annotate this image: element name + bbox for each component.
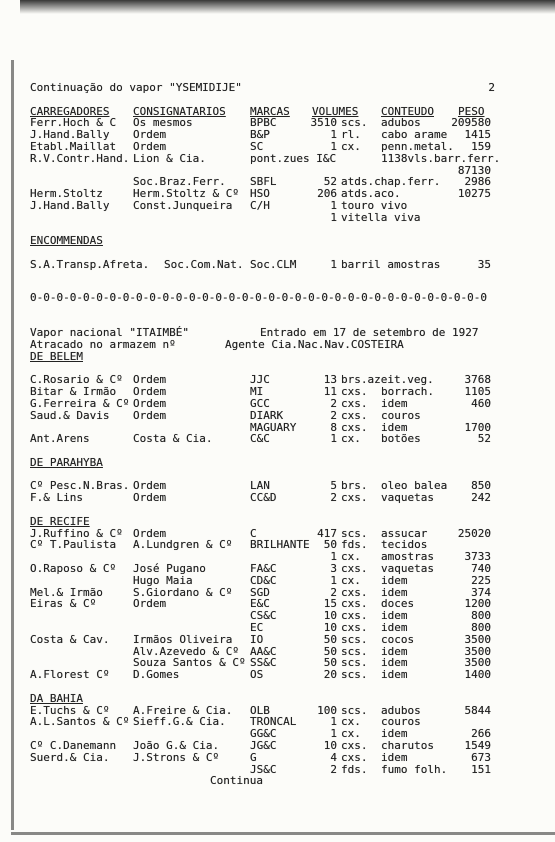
cell-contents: adubos bbox=[381, 703, 421, 717]
cell-marks: pont.zues I&C bbox=[250, 151, 337, 165]
separator bbox=[0, 292, 555, 304]
cell-contents: penn.metal. bbox=[381, 139, 454, 153]
cell-contents: adubos bbox=[381, 116, 421, 130]
cell-consignee: Soc.Braz.Ferr. bbox=[133, 175, 226, 189]
cell-marks: SC bbox=[250, 139, 264, 153]
cell-qty: 100 bbox=[317, 703, 337, 717]
cell-consignee: Ordem bbox=[133, 479, 167, 493]
cell-unit: cxs. bbox=[341, 739, 368, 753]
cell-unit: fds. bbox=[341, 762, 368, 776]
cell-qty: 3510 bbox=[310, 116, 337, 130]
cell-contents: idem bbox=[381, 727, 408, 741]
cell-shipper: Costa & Cav. bbox=[30, 632, 110, 646]
cell-marks: SS&C bbox=[250, 656, 277, 670]
cell-consignee: Herm.Stoltz & Cº bbox=[133, 187, 239, 201]
scan-edge-top bbox=[20, 0, 555, 14]
cell-contents: cocos bbox=[381, 632, 415, 646]
cell-qty: 50 bbox=[323, 656, 337, 670]
cell-consignee: Alv.Azevedo & Cº bbox=[133, 644, 239, 658]
cell-qty: 417 bbox=[317, 526, 337, 540]
cell-unit: cx. bbox=[341, 727, 361, 741]
cell-consignee: Irmãos Oliveira bbox=[133, 632, 233, 646]
cell-qty: 206 bbox=[317, 187, 337, 201]
cell-marks: Soc.CLM bbox=[250, 257, 297, 271]
cell-qty: 11 bbox=[323, 385, 337, 399]
manifest-row bbox=[0, 752, 555, 764]
vessel2-berth-line bbox=[0, 339, 555, 351]
cell-marks: SGD bbox=[250, 585, 270, 599]
cell-contents: cabo arame bbox=[381, 128, 448, 142]
cell-qty: 3 bbox=[330, 562, 337, 576]
cell-consignee: Ordem bbox=[133, 139, 167, 153]
cell-marks: G bbox=[250, 750, 257, 764]
cell-weight: 209580 bbox=[451, 116, 491, 130]
cell-marks: E&C bbox=[250, 597, 270, 611]
cell-weight: 374 bbox=[471, 585, 491, 599]
cell-marks: EC bbox=[250, 621, 264, 635]
vessel-arrival: Entrado em 17 de setembro de 1927 bbox=[260, 326, 479, 340]
cell-contents: borrach. bbox=[381, 385, 434, 399]
cell-unit: cx. bbox=[341, 550, 361, 564]
cell-shipper: Herm.Stoltz bbox=[30, 187, 103, 201]
manifest-row bbox=[0, 764, 555, 776]
header-carregadores: CARREGADORES bbox=[30, 104, 110, 118]
cell-qty: 2 bbox=[330, 396, 337, 410]
section-heading: DE RECIFE bbox=[30, 514, 90, 528]
cell-marks: MI bbox=[250, 385, 264, 399]
cell-qty: 2 bbox=[330, 491, 337, 505]
section-heading: DA BAHIA bbox=[30, 691, 83, 705]
cell-weight: 1200 bbox=[464, 597, 491, 611]
cell-consignee: Ordem bbox=[133, 597, 167, 611]
cell-contents: idem bbox=[381, 750, 408, 764]
cell-consignee: Ordem bbox=[133, 128, 167, 142]
cell-consignee: D.Gomes bbox=[133, 668, 180, 682]
belem-table bbox=[0, 374, 555, 445]
cell-marks: LAN bbox=[250, 479, 270, 493]
cell-marks: HSO bbox=[250, 187, 270, 201]
manifest-row bbox=[0, 634, 555, 646]
header-conteudo: CONTEUDO bbox=[381, 104, 434, 118]
cell-weight: 850 bbox=[471, 479, 491, 493]
cell-weight: 3500 bbox=[464, 656, 491, 670]
cell-qty: 50 bbox=[323, 644, 337, 658]
cell-unit: cxs. bbox=[341, 585, 368, 599]
section-heading: ENCOMMENDAS bbox=[30, 234, 103, 248]
cell-contents: idem bbox=[381, 573, 408, 587]
cell-unit: cxs. bbox=[341, 491, 368, 505]
cell-consignee: José Pugano bbox=[133, 562, 206, 576]
cell-shipper: A.L.Santos & Cº bbox=[30, 715, 130, 729]
cell-unit: scs. bbox=[341, 703, 368, 717]
cell-qty: 50 bbox=[323, 632, 337, 646]
cell-marks: JG&C bbox=[250, 739, 277, 753]
cell-weight: 151 bbox=[471, 762, 491, 776]
cell-marks: CS&C bbox=[250, 609, 277, 623]
footer-line bbox=[0, 775, 555, 787]
cell-marks: B&P bbox=[250, 128, 270, 142]
cell-contents: doces bbox=[381, 597, 415, 611]
cell-shipper: E.Tuchs & Cº bbox=[30, 703, 110, 717]
section-heading: DE BELEM bbox=[30, 349, 83, 363]
cell-shipper: F.& Lins bbox=[30, 491, 83, 505]
cell-weight: 3500 bbox=[464, 632, 491, 646]
cell-weight: 1400 bbox=[464, 668, 491, 682]
cell-qty: 1 bbox=[330, 715, 337, 729]
cell-contents: couros bbox=[381, 408, 421, 422]
cell-unit: fds. bbox=[341, 538, 368, 552]
cell-contents: vaquetas bbox=[381, 562, 434, 576]
cell-qty: 1 bbox=[330, 550, 337, 564]
cell-shipper: Eiras & Cº bbox=[30, 597, 97, 611]
page-title: Continuação do vapor "YSEMIDIJE" bbox=[30, 81, 242, 94]
cell-unit: atds.aco. bbox=[341, 187, 401, 201]
cell-shipper: S.A.Transp.Afreta. bbox=[30, 257, 150, 271]
cell-marks: GG&C bbox=[250, 727, 277, 741]
section-bahia bbox=[0, 693, 555, 705]
cell-unit: cxs. bbox=[341, 396, 368, 410]
cell-consignee: Os mesmos bbox=[133, 116, 193, 130]
cell-marks: MAGUARY bbox=[250, 420, 297, 434]
header-peso: PESO bbox=[458, 104, 485, 118]
cell-marks: AA&C bbox=[250, 644, 277, 658]
cell-qty: 13 bbox=[323, 373, 337, 387]
cell-weight: 25020 bbox=[457, 526, 491, 540]
cell-qty: 10 bbox=[323, 621, 337, 635]
cell-qty: 2 bbox=[330, 585, 337, 599]
cell-marks: C&C bbox=[250, 432, 270, 446]
cell-contents: tecidos bbox=[381, 538, 428, 552]
cell-consignee: A.Lundgren & Cº bbox=[133, 538, 233, 552]
cell-shipper: R.V.Contr.Hand. bbox=[30, 151, 130, 165]
cell-contents: vaquetas bbox=[381, 491, 434, 505]
cell-contents: idem bbox=[381, 668, 408, 682]
cell-contents: couros bbox=[381, 715, 421, 729]
cell-consignee: Ordem bbox=[133, 408, 167, 422]
cell-shipper: J.Ruffino & Cº bbox=[30, 526, 123, 540]
cell-weight: 52 bbox=[477, 432, 491, 446]
cell-weight: 266 bbox=[471, 727, 491, 741]
cell-qty: 2 bbox=[330, 762, 337, 776]
cell-marks: JJC bbox=[250, 373, 270, 387]
section-heading: DE PARAHYBA bbox=[30, 455, 103, 469]
cell-contents: idem bbox=[381, 585, 408, 599]
cell-qty: 52 bbox=[323, 175, 337, 189]
cell-unit: scs. bbox=[341, 632, 368, 646]
cell-unit: cx. bbox=[341, 432, 361, 446]
cell-shipper: Cº Pesc.N.Bras. bbox=[30, 479, 130, 493]
cell-contents: idem bbox=[381, 656, 408, 670]
cell-unit: vitella viva bbox=[341, 210, 421, 224]
cell-contents: assucar bbox=[381, 526, 428, 540]
section-recife bbox=[0, 516, 555, 528]
header-marcas: MARCAS bbox=[250, 104, 290, 118]
cell-shipper: A.Florest Cº bbox=[30, 668, 110, 682]
cell-shipper: Cº T.Paulista bbox=[30, 538, 117, 552]
bahia-table bbox=[0, 705, 555, 776]
cell-qty: 1 bbox=[330, 573, 337, 587]
manifest-row bbox=[0, 433, 555, 445]
cell-weight: 3768 bbox=[464, 373, 491, 387]
cell-qty: 15 bbox=[323, 597, 337, 611]
cell-weight: 460 bbox=[471, 396, 491, 410]
cell-unit: cxs. bbox=[341, 385, 368, 399]
cell-marks: CD&C bbox=[250, 573, 277, 587]
cell-qty: 1 bbox=[330, 210, 337, 224]
cell-consignee: Costa & Cia. bbox=[133, 432, 213, 446]
cell-shipper: Suerd.& Cia. bbox=[30, 750, 110, 764]
cell-weight: 1105 bbox=[464, 385, 491, 399]
cell-contents: idem bbox=[381, 644, 408, 658]
cell-contents: amostras bbox=[381, 550, 434, 564]
vessel-agent: Agente Cia.Nac.Nav.COSTEIRA bbox=[225, 337, 404, 351]
cell-consignee: Ordem bbox=[133, 396, 167, 410]
cell-marks: BPBC bbox=[250, 116, 277, 130]
cell-marks: FA&C bbox=[250, 562, 277, 576]
cell-consignee: A.Freire & Cia. bbox=[133, 703, 233, 717]
cell-marks: IO bbox=[250, 632, 264, 646]
manifest-row bbox=[0, 212, 555, 224]
cell-unit: atds.chap.ferr. bbox=[341, 175, 441, 189]
cell-shipper: Ant.Arens bbox=[30, 432, 90, 446]
cell-qty: 1 bbox=[330, 432, 337, 446]
cell-shipper: Saud.& Davis bbox=[30, 408, 110, 422]
cell-weight: 3733 bbox=[464, 550, 491, 564]
cell-shipper: Ferr.Hoch & C bbox=[30, 116, 117, 130]
header-volumes: VOLUMES bbox=[312, 104, 359, 118]
cell-qty: 10 bbox=[323, 739, 337, 753]
cell-consignee: S.Giordano & Cº bbox=[133, 585, 233, 599]
cell-marks: TRONCAL bbox=[250, 715, 297, 729]
cell-contents: fumo folh. bbox=[381, 762, 448, 776]
cell-qty: 50 bbox=[323, 538, 337, 552]
cell-contents: botões bbox=[381, 432, 421, 446]
cell-contents: idem bbox=[381, 396, 408, 410]
manifest-row bbox=[0, 669, 555, 681]
cell-weight: 3500 bbox=[464, 644, 491, 658]
cell-consignee: Soc.Com.Nat. bbox=[164, 257, 244, 271]
manifest-row bbox=[0, 492, 555, 504]
cell-unit: cx. bbox=[341, 139, 361, 153]
cell-consignee: Ordem bbox=[133, 373, 167, 387]
cell-unit: scs. bbox=[341, 644, 368, 658]
cell-marks: SBFL bbox=[250, 175, 277, 189]
parahyba-table bbox=[0, 480, 555, 504]
cell-unit: scs. bbox=[341, 526, 368, 540]
separator-text: 0-0-0-0-0-0-0-0-0-0-0-0-0-0-0-0-0-0-0-0-0-0-0-0-0-0-0-0-0-0-0-0-0-0-0 bbox=[30, 290, 487, 304]
cell-shipper: Cº C.Danemann bbox=[30, 739, 117, 753]
cell-weight: 740 bbox=[471, 562, 491, 576]
cell-unit: barril amostras bbox=[341, 257, 441, 271]
cell-weight: 5844 bbox=[464, 703, 491, 717]
cell-weight: 159 bbox=[471, 139, 491, 153]
cell-consignee: Lion & Cia. bbox=[133, 151, 206, 165]
cell-shipper: Etabl.Maillat bbox=[30, 139, 117, 153]
cell-unit: brs.azeit.veg. bbox=[341, 373, 434, 387]
cell-qty: 4 bbox=[330, 750, 337, 764]
cell-unit: scs. bbox=[341, 116, 368, 130]
cell-consignee: J.Strons & Cº bbox=[133, 750, 220, 764]
cell-unit: cxs. bbox=[341, 408, 368, 422]
cell-consignee: João G.& Cia. bbox=[133, 739, 220, 753]
cell-shipper: Bitar & Irmão bbox=[30, 385, 117, 399]
manifest-row bbox=[0, 153, 555, 165]
cell-qty: 1 bbox=[330, 139, 337, 153]
cell-shipper: J.Hand.Bally bbox=[30, 128, 110, 142]
cell-unit: scs. bbox=[341, 656, 368, 670]
cell-weight: 673 bbox=[471, 750, 491, 764]
cell-contents: oleo balea bbox=[381, 479, 448, 493]
cell-consignee: Hugo Maia bbox=[133, 573, 193, 587]
cell-weight: 2986 bbox=[464, 175, 491, 189]
cell-consignee: Const.Junqueira bbox=[133, 198, 233, 212]
cell-unit: cxs. bbox=[341, 562, 368, 576]
cell-unit: cxs. bbox=[341, 621, 368, 635]
cell-unit: cxs. bbox=[341, 609, 368, 623]
cell-marks: JS&C bbox=[250, 762, 277, 776]
cell-qty: 8 bbox=[330, 420, 337, 434]
cell-shipper: J.Hand.Bally bbox=[30, 198, 110, 212]
cell-shipper: Mel.& Irmão bbox=[30, 585, 103, 599]
manifest-row bbox=[0, 200, 555, 212]
cell-weight: 87130 bbox=[457, 163, 491, 177]
section-encommendas bbox=[0, 235, 555, 247]
vessel-berth: Atracado no armazem nº bbox=[30, 337, 176, 351]
cell-unit: cxs. bbox=[341, 420, 368, 434]
cell-marks: CC&D bbox=[250, 491, 277, 505]
cell-contents: 1138vls.barr.ferr. bbox=[381, 151, 501, 165]
cell-shipper: G.Ferreira & Cº bbox=[30, 396, 130, 410]
cell-consignee: Sieff.G.& Cia. bbox=[133, 715, 226, 729]
cell-weight: 1549 bbox=[464, 739, 491, 753]
cell-marks: C bbox=[250, 526, 257, 540]
cell-consignee: Ordem bbox=[133, 385, 167, 399]
cell-marks: BRILHANTE bbox=[250, 538, 310, 552]
manifest-sheet bbox=[0, 82, 555, 787]
cell-weight: 225 bbox=[471, 573, 491, 587]
vessel-name: Vapor nacional "ITAIMBÉ" bbox=[30, 326, 189, 340]
cell-weight: 10275 bbox=[457, 187, 491, 201]
encommendas-row bbox=[0, 259, 555, 271]
cell-weight: 800 bbox=[471, 609, 491, 623]
cell-weight: 35 bbox=[477, 257, 491, 271]
cell-qty: 1 bbox=[330, 198, 337, 212]
manifest-row bbox=[0, 141, 555, 153]
manifest-row bbox=[0, 410, 555, 422]
cell-unit: cx. bbox=[341, 715, 361, 729]
cell-qty: 1 bbox=[330, 727, 337, 741]
recife-table bbox=[0, 528, 555, 681]
cell-marks: GCC bbox=[250, 396, 270, 410]
cell-consignee: Ordem bbox=[133, 526, 167, 540]
cell-shipper: O.Raposo & Cº bbox=[30, 562, 117, 576]
cell-marks: C/H bbox=[250, 198, 270, 212]
section-parahyba bbox=[0, 457, 555, 469]
section-belem bbox=[0, 351, 555, 363]
cell-contents: idem bbox=[381, 609, 408, 623]
cell-unit: brs. bbox=[341, 479, 368, 493]
vessel1-table bbox=[0, 117, 555, 223]
scan-edge-bottom bbox=[11, 832, 555, 835]
cell-unit: scs. bbox=[341, 668, 368, 682]
cell-contents: idem bbox=[381, 621, 408, 635]
cell-unit: cx. bbox=[341, 573, 361, 587]
cell-marks: DIARK bbox=[250, 408, 284, 422]
cell-shipper: C.Rosario & Cº bbox=[30, 373, 123, 387]
cell-unit: rl. bbox=[341, 128, 361, 142]
cell-qty: 10 bbox=[323, 609, 337, 623]
manifest-row bbox=[0, 398, 555, 410]
cell-unit: cxs. bbox=[341, 597, 368, 611]
cell-weight: 800 bbox=[471, 621, 491, 635]
cell-unit: cxs. bbox=[341, 750, 368, 764]
cell-unit: touro vivo bbox=[341, 198, 408, 212]
cell-qty: 20 bbox=[323, 668, 337, 682]
cell-contents: idem bbox=[381, 420, 408, 434]
header-consignatarios: CONSIGNATARIOS bbox=[133, 104, 226, 118]
title-line bbox=[0, 82, 555, 94]
page-number: 2 bbox=[488, 81, 495, 94]
manifest-row bbox=[0, 575, 555, 587]
cell-weight: 1700 bbox=[464, 420, 491, 434]
cell-qty: 5 bbox=[330, 479, 337, 493]
cell-weight: 242 bbox=[471, 491, 491, 505]
continues-note: Continua bbox=[210, 774, 263, 788]
cell-qty: 1 bbox=[330, 257, 337, 271]
cell-qty: 1 bbox=[330, 128, 337, 142]
cell-qty: 2 bbox=[330, 408, 337, 422]
cell-contents: charutos bbox=[381, 739, 434, 753]
cell-marks: OLB bbox=[250, 703, 270, 717]
cell-marks: OS bbox=[250, 668, 264, 682]
cell-consignee: Ordem bbox=[133, 491, 167, 505]
cell-consignee: Souza Santos & Cº bbox=[133, 656, 246, 670]
cell-weight: 1415 bbox=[464, 128, 491, 142]
